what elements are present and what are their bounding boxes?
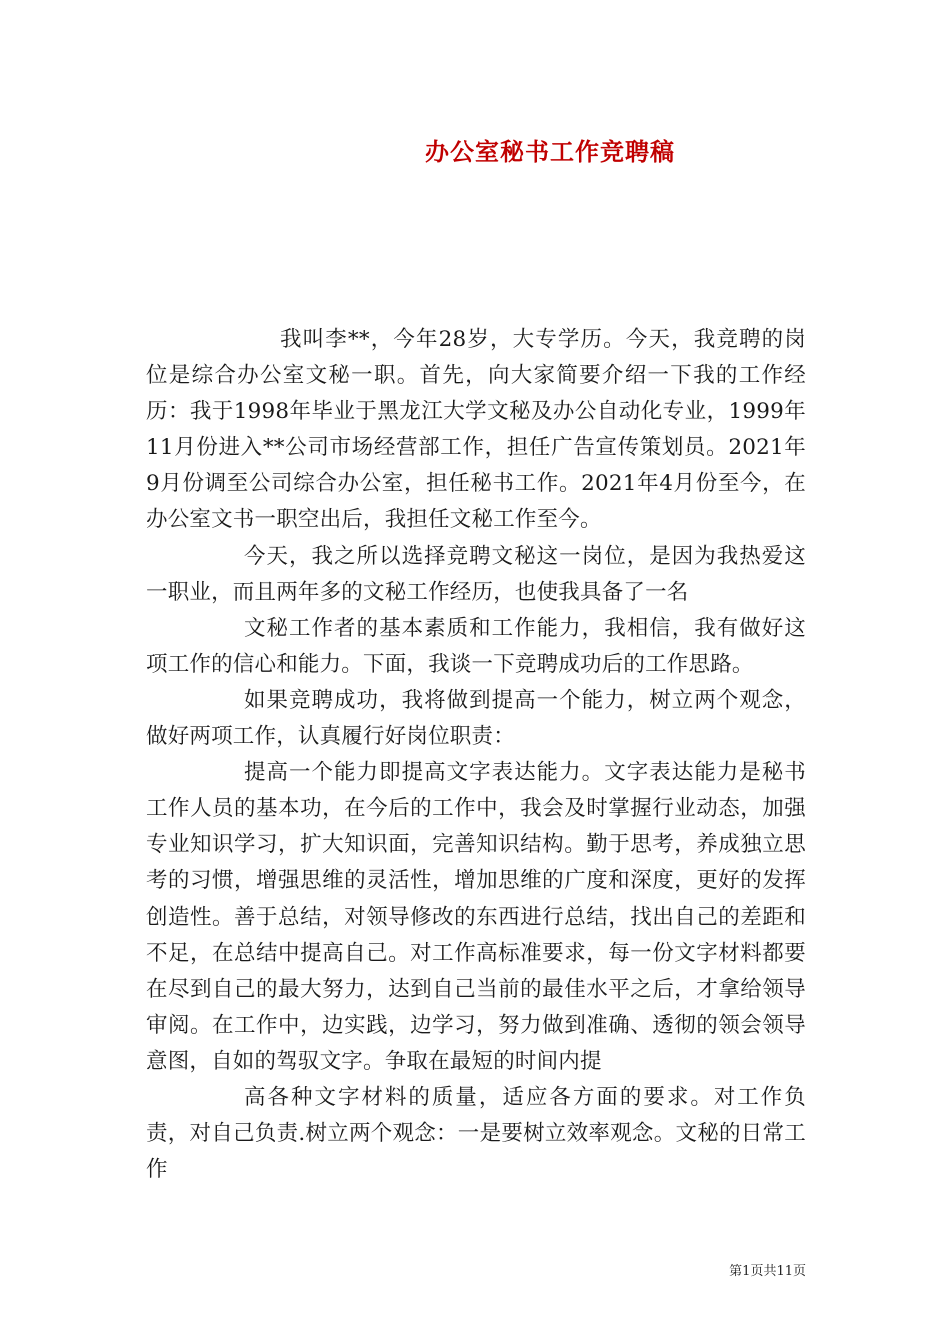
paragraph-5: 提高一个能力即提高文字表达能力。文字表达能力是秘书工作人员的基本功，在今后的工作中，我会及时掌握行业动态，加强专业知识学习，扩大知识面，完善知识结构。勤于思考，养成独立思考的习惯，增强思维的灵活性，增加思维的广度和深度，更好的发挥创造性。善于总结，对领导修改的东西进行总结，找出自己的差距和不足，在总结中提高自己。对工作高标准要求，每一份文字材料都要在尽到自己的最大努力，达到自己当前的最佳水平之后，才拿给领导审阅。在工作中，边实践，边学习，努力做到准确、透彻的领会领导意图，自如的驾驭文字。争取在最短的时间内提 — [146, 760, 806, 1074]
paragraph-4: 如果竞聘成功，我将做到提高一个能力，树立两个观念，做好两项工作，认真履行好岗位职责： — [146, 687, 806, 750]
paragraph-2: 今天，我之所以选择竞聘文秘这一岗位，是因为我热爱这一职业，而且两年多的文秘工作经历，也使我具备了一名 — [146, 543, 806, 605]
paragraph-1: 我叫李**，今年28岁，大专学历。今天，我竞聘的岗位是综合办公室文秘一职。首先，向大家简要介绍一下我的工作经历：我于1998年毕业于黑龙江大学文秘及办公自动化专业，1999年11月份进入**公司市场经营部工作，担任广告宣传策划员。2021年9月份调至公司综合办公室，担任秘书工作。2021年4月份至今，在办公室文书一职空出后，我担任文秘工作至今。 — [146, 327, 806, 533]
paragraph-6: 高各种文字材料的质量，适应各方面的要求。对工作负责，对自己负责.树立两个观念：一是要树立效率观念。文秘的日常工作 — [146, 1084, 806, 1183]
page-number-footer: 第1页共11页 — [729, 1264, 806, 1279]
document-body — [146, 322, 806, 1188]
paragraph-3: 文秘工作者的基本素质和工作能力，我相信，我有做好这项工作的信心和能力。下面，我谈一下竞聘成功后的工作思路。 — [146, 615, 806, 677]
document-title: 办公室秘书工作竞聘稿 — [425, 137, 675, 166]
